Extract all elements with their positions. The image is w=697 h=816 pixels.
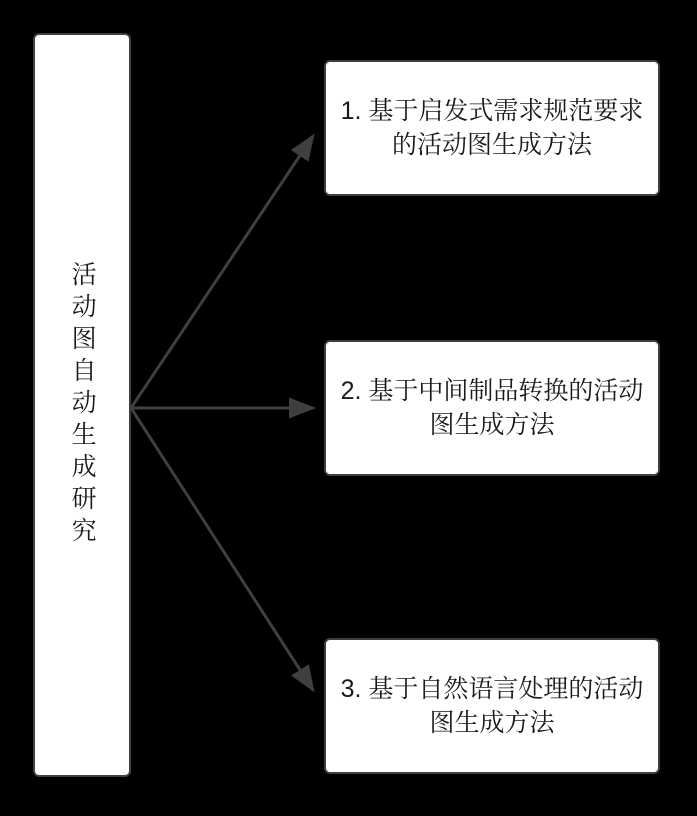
root-node-label: 活动图自动生成研究 [68,261,97,549]
connector-to-branch-3 [131,408,313,690]
branch-node-3-label: 3. 基于自然语言处理的活动图生成方法 [340,674,644,737]
branch-node-1-label: 1. 基于启发式需求规范要求的活动图生成方法 [340,96,644,159]
branch-node-3 [324,638,660,774]
connector-to-branch-1 [131,136,313,408]
branch-node-2-label: 2. 基于中间制品转换的活动图生成方法 [340,376,644,439]
branch-node-2 [324,340,660,476]
branch-node-1 [324,60,660,196]
root-node [33,33,131,777]
